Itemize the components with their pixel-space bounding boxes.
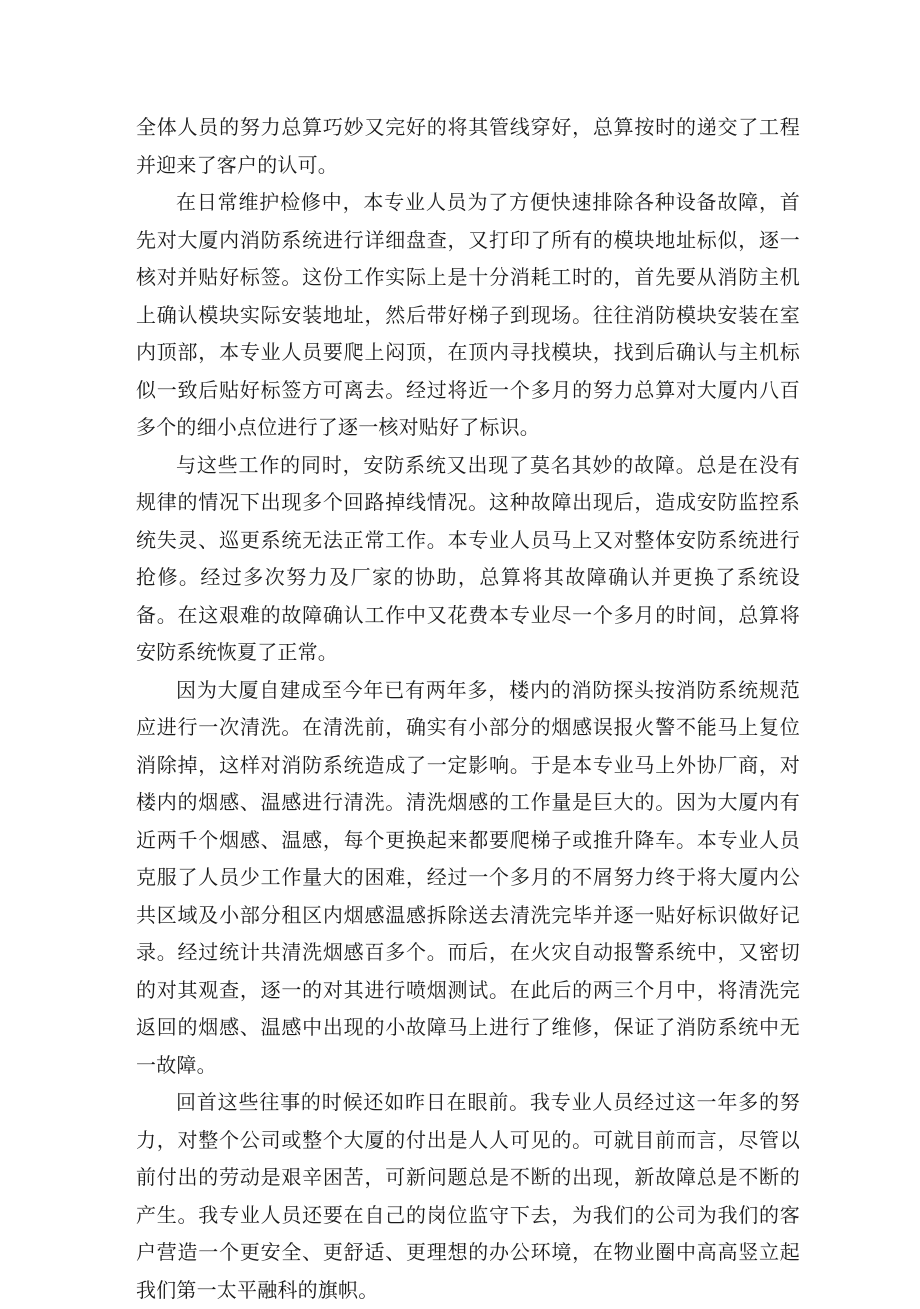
document-body	[136, 109, 800, 1309]
paragraph-continuation: 全体人员的努力总算巧妙又完好的将其管线穿好，总算按时的递交了工程并迎来了客户的认可。	[136, 115, 800, 177]
paragraph-smoke-detector-cleaning: 因为大厦自建成至今年已有两年多，楼内的消防探头按消防系统规范应进行一次清洗。在清洗前，确实有小部分的烟感误报火警不能马上复位消除掉，这样对消防系统造成了一定影响。于是本专业马上外协厂商，对楼内的烟感、温感进行清洗。清洗烟感的工作量是巨大的。因为大厦内有近两千个烟感、温感，每个更换起来都要爬梯子或推升降车。本专业人员克服了人员少工作量大的困难，经过一个多月的不屑努力终于将大厦内公共区域及小部分租区内烟感温感拆除送去清洗完毕并逐一贴好标识做好记录。经过统计共清洗烟感百多个。而后，在火灾自动报警系统中，又密切的对其观查，逐一的对其进行喷烟测试。在此后的两三个月中，将清洗完返回的烟感、温感中出现的小故障马上进行了维修，保证了消防系统中无一故障。	[136, 677, 800, 1077]
paragraph-retrospective: 回首这些往事的时候还如昨日在眼前。我专业人员经过这一年多的努力，对整个公司或整个大厦的付出是人人可见的。可就目前而言，尽管以前付出的劳动是艰辛困苦，可新问题总是不断的出现，新故障总是不断的产生。我专业人员还要在自己的岗位监守下去，为我们的公司为我们的客户营造一个更安全、更舒适、更理想的办公环境，在物业圈中高高竖立起我们第一太平融科的旗帜。	[136, 1090, 800, 1302]
paragraph-maintenance: 在日常维护检修中，本专业人员为了方便快速排除各种设备故障，首先对大厦内消防系统进行详细盘查，又打印了所有的模块地址标似，逐一核对并贴好标签。这份工作实际上是十分消耗工时的，首先要从消防主机上确认模块实际安装地址，然后带好梯子到现场。往往消防模块安装在室内顶部，本专业人员要爬上闷顶，在顶内寻找模块，找到后确认与主机标似一致后贴好标签方可离去。经过将近一个多月的努力总算对大厦内八百多个的细小点位进行了逐一核对贴好了标识。	[136, 190, 800, 439]
paragraph-security-system: 与这些工作的同时，安防系统又出现了莫名其妙的故障。总是在没有规律的情况下出现多个回路掉线情况。这种故障出现后，造成安防监控系统失灵、巡更系统无法正常工作。本专业人员马上又对整体安防系统进行抢修。经过多次努力及厂家的协助，总算将其故障确认并更换了系统设备。在这艰难的故障确认工作中又花费本专业尽一个多月的时间，总算将安防系统恢夏了正常。	[136, 452, 800, 664]
